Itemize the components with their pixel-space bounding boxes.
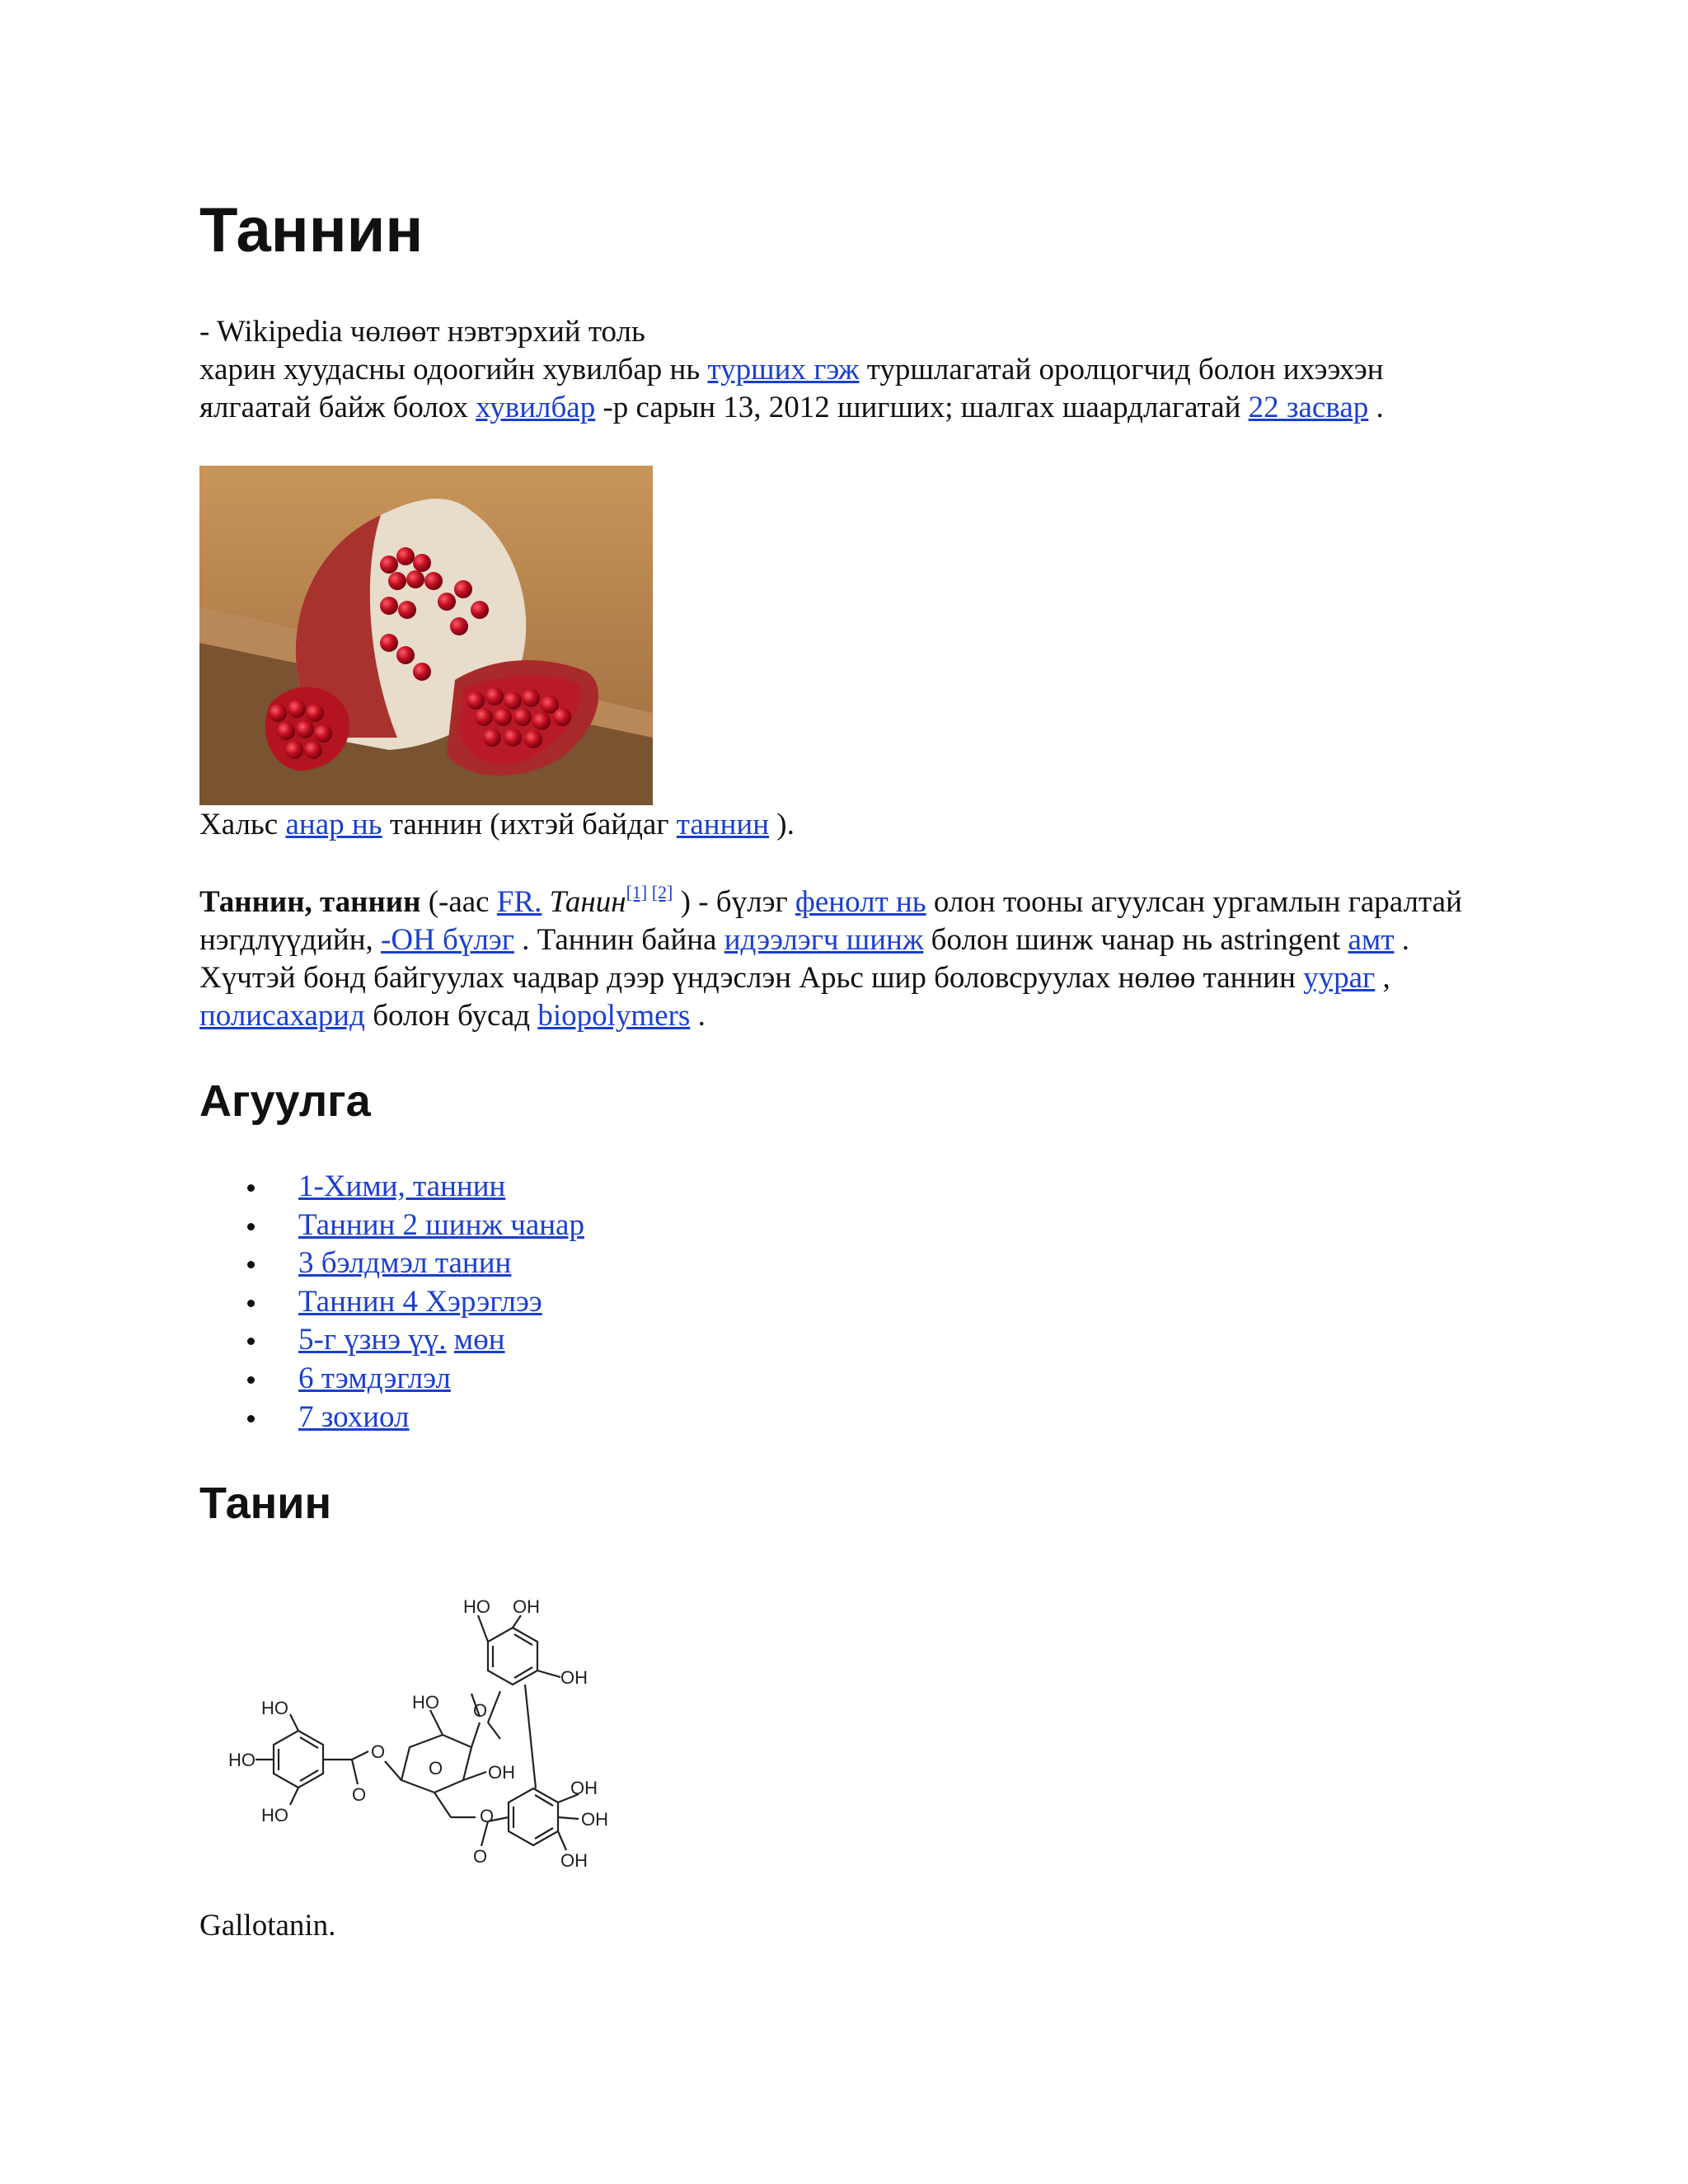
lead-italic-term: Танин xyxy=(542,885,626,919)
toc-link-see-also[interactable]: 5-г үзнэ үү. xyxy=(298,1323,447,1357)
atom-label: OH xyxy=(513,1596,540,1617)
text-span: . xyxy=(690,999,706,1033)
link-edits[interactable]: 22 засвар xyxy=(1248,391,1369,424)
link-try[interactable]: турших гэж xyxy=(707,353,860,387)
atom-label: HO xyxy=(261,1698,288,1718)
bullet-icon xyxy=(247,1184,255,1192)
bullet-icon xyxy=(247,1261,255,1268)
pomegranate-photo[interactable] xyxy=(199,466,653,805)
link-pomegranate[interactable]: анар нь xyxy=(285,808,382,841)
text-span: туршлагатай оролцогчид болон ихээхэн ялгаатай байж болох xyxy=(199,353,1384,424)
atom-label: HO xyxy=(412,1692,439,1713)
bullet-icon xyxy=(247,1415,255,1422)
link-protein[interactable]: уураг xyxy=(1303,961,1376,995)
atom-label: HO xyxy=(261,1805,288,1825)
toc-item xyxy=(199,1207,584,1245)
atom-label: OH xyxy=(581,1809,608,1830)
toc-link-preparation[interactable]: 3 бэлдмэл танин xyxy=(298,1246,512,1281)
text-span: таннин (ихтэй байдаг xyxy=(382,808,677,841)
lead-paragraph xyxy=(199,883,1485,1035)
text-span: -р сарын 13, 2012 шигших; шалгах шаардлагатай xyxy=(595,391,1249,424)
ref-link-2[interactable]: [2] xyxy=(651,882,673,902)
atom-label: HO xyxy=(463,1596,490,1617)
text-span: . Таннин байна xyxy=(513,923,724,957)
link-biopolymers[interactable]: biopolymers xyxy=(537,999,691,1033)
text-span: ) - бүлэг xyxy=(673,885,795,919)
revision-notice xyxy=(199,351,1485,427)
bullet-icon xyxy=(247,1223,255,1230)
text-span: Хальс xyxy=(199,808,286,841)
bullet-icon xyxy=(247,1338,255,1345)
link-phenol[interactable]: фенолт нь xyxy=(795,885,926,919)
atom-label: O xyxy=(473,1700,488,1721)
link-taste[interactable]: амт xyxy=(1348,923,1395,957)
toc-item xyxy=(199,1283,584,1322)
text-span: , xyxy=(1375,961,1390,995)
toc-link-literature[interactable]: 7 зохиол xyxy=(298,1399,410,1434)
atom-label: O xyxy=(480,1806,495,1826)
atom-label: OH xyxy=(560,1850,588,1871)
section-heading-tanin: Танин xyxy=(199,1479,332,1528)
toc-link-uses[interactable]: Таннин 4 Хэрэглээ xyxy=(298,1284,542,1319)
text-span: олон тооны агуулсан ургамлын гаралтай нэгдлүүдийн, xyxy=(199,885,1462,957)
toc-link-see-also-extra[interactable]: мөн xyxy=(453,1323,505,1357)
text-span: . Хүчтэй бонд байгуулах чадвар дээр үндэслэн Арьс шир боловсруулах нөлөө таннин xyxy=(199,923,1410,995)
toc-heading: Агуулга xyxy=(199,1076,371,1126)
photo-caption xyxy=(199,806,795,844)
source-line: - Wikipedia чөлөөт нэвтэрхий толь xyxy=(199,315,645,349)
text-span: (-аас xyxy=(420,885,497,919)
atom-label: HO xyxy=(228,1750,256,1770)
toc-item xyxy=(199,1399,584,1437)
gallotannin-structure-diagram[interactable] xyxy=(216,1578,645,1887)
atom-label: O xyxy=(429,1758,443,1779)
link-tannin[interactable]: таннин xyxy=(676,808,770,841)
structure-caption: Gallotanin. xyxy=(199,1909,336,1943)
toc-item xyxy=(199,1244,584,1283)
text-span: ). xyxy=(769,808,795,841)
atom-label: O xyxy=(473,1846,488,1867)
text-span: харин хуудасны одоогийн хувилбар нь xyxy=(199,353,708,387)
table-of-contents xyxy=(199,1168,584,1436)
link-fr[interactable]: FR. xyxy=(496,885,542,919)
bullet-icon xyxy=(247,1300,255,1307)
ref-link-1[interactable]: [1] xyxy=(626,882,648,902)
lead-bold-term: Таннин, таннин xyxy=(199,885,421,919)
text-span: болон бусад xyxy=(364,999,538,1033)
link-revision[interactable]: хувилбар xyxy=(476,391,596,424)
atom-label: OH xyxy=(560,1667,588,1688)
atom-label: O xyxy=(352,1784,367,1805)
toc-link-properties[interactable]: Таннин 2 шинж чанар xyxy=(298,1207,584,1242)
bullet-icon xyxy=(247,1376,255,1384)
page-title: Таннин xyxy=(199,195,424,265)
toc-link-notes[interactable]: 6 тэмдэглэл xyxy=(298,1361,451,1395)
link-tanning[interactable]: идээлэгч шинж xyxy=(724,923,924,957)
toc-link-chemistry[interactable]: 1-Хими, таннин xyxy=(298,1169,506,1203)
text-span: . xyxy=(1368,391,1384,424)
atom-label: OH xyxy=(570,1778,598,1798)
atom-label: O xyxy=(371,1741,386,1762)
link-polysaccharide[interactable]: полисахарид xyxy=(199,999,365,1033)
atom-label: OH xyxy=(488,1762,515,1783)
link-oh-group[interactable]: -OH бүлэг xyxy=(381,923,514,957)
toc-item xyxy=(199,1168,584,1207)
intro-block xyxy=(199,313,1485,427)
toc-item xyxy=(199,1360,584,1399)
toc-item xyxy=(199,1321,584,1360)
text-span: болон шинж чанар нь astringent xyxy=(923,923,1348,957)
